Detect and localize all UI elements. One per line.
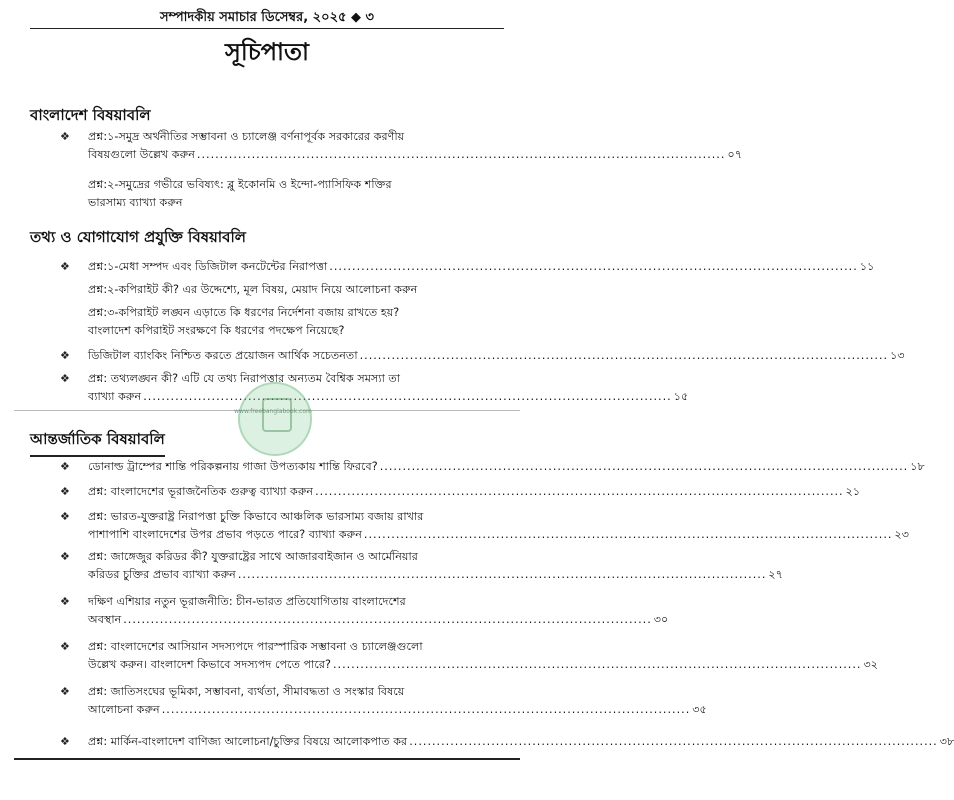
leader-dots (329, 258, 858, 276)
toc-entry (60, 548, 783, 584)
entry-text: প্রশ্ন: বাংলাদেশের আসিয়ান সদস্যপদে পারস্পারিক সম্ভাবনা ও চ্যালেঞ্জগুলো (88, 640, 423, 653)
running-header: সম্পাদকীয় সমাচার ডিসেম্বর, ২০২৫ ◆ ৩ (160, 10, 374, 25)
leader-dots (315, 483, 844, 501)
entry-text: প্রশ্ন: তথ্যলঙ্ঘন কী? এটি যে তথ্য নিরাপত্তার অন্যতম বৈশ্বিক সমস্যা তা (88, 372, 401, 385)
leader-dots (333, 656, 862, 674)
entry-text: দক্ষিণ এশিয়ার নতুন ভূরাজনীতি: চীন-ভারত প্রতিযোগিতায় বাংলাদেশের (88, 595, 406, 608)
bullet-spacer (60, 281, 88, 299)
page-number: ১৫ (673, 390, 689, 403)
toc-entry (60, 128, 742, 164)
page-number: ৩০ (653, 613, 669, 626)
entry-text: ভারসাম্য ব্যাখ্যা করুন (88, 196, 183, 209)
toc-entry (60, 176, 494, 212)
toc-entry (60, 483, 861, 501)
leader-dots (238, 566, 767, 584)
bullet-icon: ❖ (60, 349, 70, 362)
entry-text: ডোনাল্ড ট্রাম্পের শান্তি পরিকল্পনায় গাজা উপত্যকায় শান্তি ফিরবে? (88, 460, 378, 473)
section-title: বাংলাদেশ বিষয়াবলি (30, 106, 151, 124)
page-number: ২১ (845, 485, 861, 498)
page-number: ৩৮ (939, 735, 954, 748)
bottom-rule (14, 758, 520, 760)
page-title: সূচিপাতা (225, 38, 309, 66)
bullet-icon: ❖ (60, 485, 70, 498)
leader-dots (380, 458, 909, 476)
watermark-logo (238, 382, 312, 456)
bullet-icon: ❖ (60, 640, 70, 653)
entry-text: প্রশ্ন: ভারত-যুক্তরাষ্ট্র নিরাপত্তা চুক্তি কিভাবে আঞ্চলিক ভারসাম্য বজায় রাখার (88, 510, 424, 523)
entry-text: ব্যাখ্যা করুন (88, 390, 142, 403)
page-number: ৩৫ (692, 703, 707, 716)
leader-dots (360, 347, 889, 365)
watermark-text: www.freebanglabook.com (234, 408, 312, 415)
entry-text: প্রশ্ন:১-সমুদ্র অর্থনীতির সম্ভাবনা ও চ্যালেঞ্জ বর্ণনাপূর্বক সরকারের করণীয় (88, 130, 405, 143)
leader-dots (162, 701, 691, 719)
entry-text: প্রশ্ন: মার্কিন-বাংলাদেশ বাণিজ্য আলোচনা/চুক্তির বিষয়ে আলোকপাত কর (88, 735, 408, 748)
page-number: ০৭ (727, 148, 742, 161)
page-number: ৩২ (863, 658, 879, 671)
header-rule (30, 28, 504, 29)
section-title: আন্তর্জাতিক বিষয়াবলি (30, 428, 165, 457)
entry-text: ডিজিটাল ব্যাংকিং নিশ্চিত করতে প্রয়োজন আর্থিক সচেতনতা (88, 349, 358, 362)
bullet-icon: ❖ (60, 595, 70, 608)
toc-entry (60, 304, 494, 340)
entry-text: করিডর চুক্তির প্রভাব ব্যাখ্যা করুন (88, 568, 236, 581)
page-number: ১৮ (910, 460, 925, 473)
bullet-icon: ❖ (60, 130, 70, 143)
page-number: ২৭ (768, 568, 783, 581)
toc-entry (60, 281, 494, 299)
section-title: তথ্য ও যোগাযোগ প্রযুক্তি বিষয়াবলি (30, 228, 246, 246)
page-number: ১৩ (890, 349, 905, 362)
bullet-icon: ❖ (60, 460, 70, 473)
page-number: ২৩ (894, 528, 910, 541)
entry-text: প্রশ্ন: জাঙ্গেজুর করিডর কী? যুক্তরাষ্ট্রের সাথে আজারবাইজান ও আর্মেনিয়ার (88, 550, 418, 563)
toc-entry (60, 258, 875, 276)
entry-text: প্রশ্ন: জাতিসংঘের ভূমিকা, সম্ভাবনা, ব্যর্থতা, সীমাবদ্ধতা ও সংস্কার বিষয়ে (88, 685, 405, 698)
entry-text: বিষয়গুলো উল্লেখ করুন (88, 148, 195, 161)
toc-entry (60, 733, 954, 751)
entry-text: প্রশ্ন: বাংলাদেশের ভূরাজনৈতিক গুরুত্ব ব্যাখ্যা করুন (88, 485, 314, 498)
entry-text: বাংলাদেশ কপিরাইট সংরক্ষণে কি ধরণের পদক্ষেপ নিয়েছে? (88, 324, 345, 337)
bullet-spacer (60, 176, 88, 212)
toc-entry (60, 458, 925, 476)
leader-dots (123, 611, 652, 629)
entry-text: প্রশ্ন:২-কপিরাইট কী? এর উদ্দেশ্যে, মূল বিষয়, মেয়াদ নিয়ে আলোচনা করুন (88, 283, 418, 296)
bullet-icon: ❖ (60, 372, 70, 385)
bullet-icon: ❖ (60, 550, 70, 563)
leader-dots (197, 146, 726, 164)
toc-entry (60, 347, 905, 365)
toc-entry (60, 593, 669, 629)
entry-text: প্রশ্ন:৩-কপিরাইট লঙ্ঘন এড়াতে কি ধরণের নির্দেশনা বজায় রাখতে হয়? (88, 306, 400, 319)
entry-text: প্রশ্ন:২-সমুদ্রের গভীরে ভবিষ্যৎ: ব্লু ইকোনমি ও ইন্দো-প্যাসিফিক শক্তির (88, 178, 392, 191)
entry-text: উল্লেখ করুন। বাংলাদেশ কিভাবে সদস্যপদ পেতে পারে? (88, 658, 331, 671)
toc-entry (60, 638, 879, 674)
toc-entry (60, 508, 910, 544)
entry-text: প্রশ্ন:১-মেধা সম্পদ এবং ডিজিটাল কনটেন্টের নিরাপত্তা (88, 260, 328, 273)
leader-dots (409, 733, 938, 751)
bullet-icon: ❖ (60, 735, 70, 748)
toc-entry (60, 683, 707, 719)
leader-dots (364, 526, 893, 544)
page-number: ১১ (859, 260, 875, 273)
bullet-icon: ❖ (60, 685, 70, 698)
entry-text: অবস্থান (88, 613, 122, 626)
entry-text: পাশাপাশি বাংলাদেশের উপর প্রভাব পড়তে পারে? ব্যাখ্যা করুন (88, 528, 362, 541)
bullet-icon: ❖ (60, 510, 70, 523)
entry-text: আলোচনা করুন (88, 703, 160, 716)
bullet-icon: ❖ (60, 260, 70, 273)
leader-dots (143, 388, 672, 406)
bullet-spacer (60, 304, 88, 340)
